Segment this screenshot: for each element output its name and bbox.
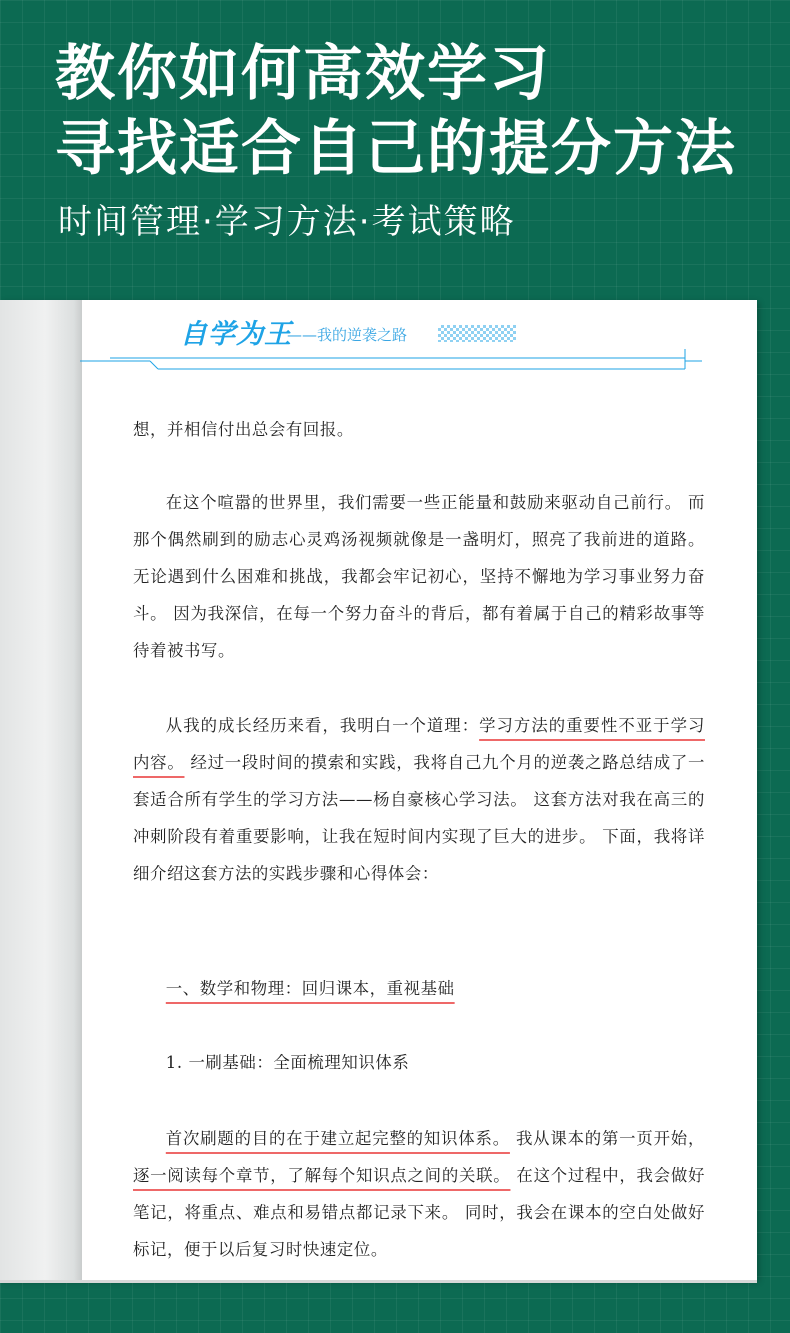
hero-title-line2: 寻找适合自己的提分方法 [55,114,737,184]
paragraph-4-mid: 我从课本的第一页开始， [509,1129,705,1148]
paragraph-4 [133,1120,705,1268]
paragraph-1: 想，并相信付出总会有回报。 [133,420,354,439]
hero-banner [0,0,790,300]
book-tagline: ——我的逆袭之路 [287,326,408,344]
sub-heading: 1. 一刷基础：全面梳理知识体系 [165,1053,410,1072]
paragraph-4-rest: 在这个过程中，我会做好笔记，将重点、难点和易错点都记录下来。 同时，我会在课本的空白处做好标记，便于以后复习时快速定位。 [133,1166,705,1259]
paragraph-3-intro: 从我的成长经历来看，我明白一个道理： [165,716,480,735]
hero-title-line1: 教你如何高效学习 [55,39,551,109]
paragraph-3 [133,707,705,892]
header-rule [80,345,710,375]
highlight-chapter-reading: 逐一阅读每个章节，了解每个知识点之间的关联。 [133,1166,511,1185]
section-heading-text: 一、数学和物理：回归课本，重视基础 [165,979,455,998]
paragraph-3-rest: 经过一段时间的摸索和实践，我将自己九个月的逆袭之路总结成了一套适合所有学生的学习方法——杨自豪核心学习法。 这套方法对我在高三的冲刺阶段有着重要影响，让我在短时间内实现了巨大的进步。 下面，我将详细介绍这套方法的实践步骤和心得体会： [133,753,705,883]
paragraph-2: 在这个喧嚣的世界里，我们需要一些正能量和鼓励来驱动自己前行。 而那个偶然刷到的励志心灵鸡汤视频就像是一盏明灯，照亮了我前进的道路。 无论遇到什么困难和挑战，我都会牢记初心，坚持不懈地为学习事业努力奋斗。 因为我深信，在每一个努力奋斗的背后，都有着属于自己的精彩故事等待着被书写。 [133,493,705,660]
book-logo: 自学为王 [180,319,292,350]
book-spine [0,300,82,1280]
section-heading [133,970,705,1007]
page-bottom-edge [0,1280,757,1283]
checker-decoration [438,325,516,342]
highlight-method-importance: 学习方法的重要性不亚于学习内容。 [133,716,705,772]
highlight-knowledge-system: 首次刷题的目的在于建立起完整的知识体系。 [165,1129,510,1148]
hero-subtitle: 时间管理·学习方法·考试策略 [58,202,516,242]
